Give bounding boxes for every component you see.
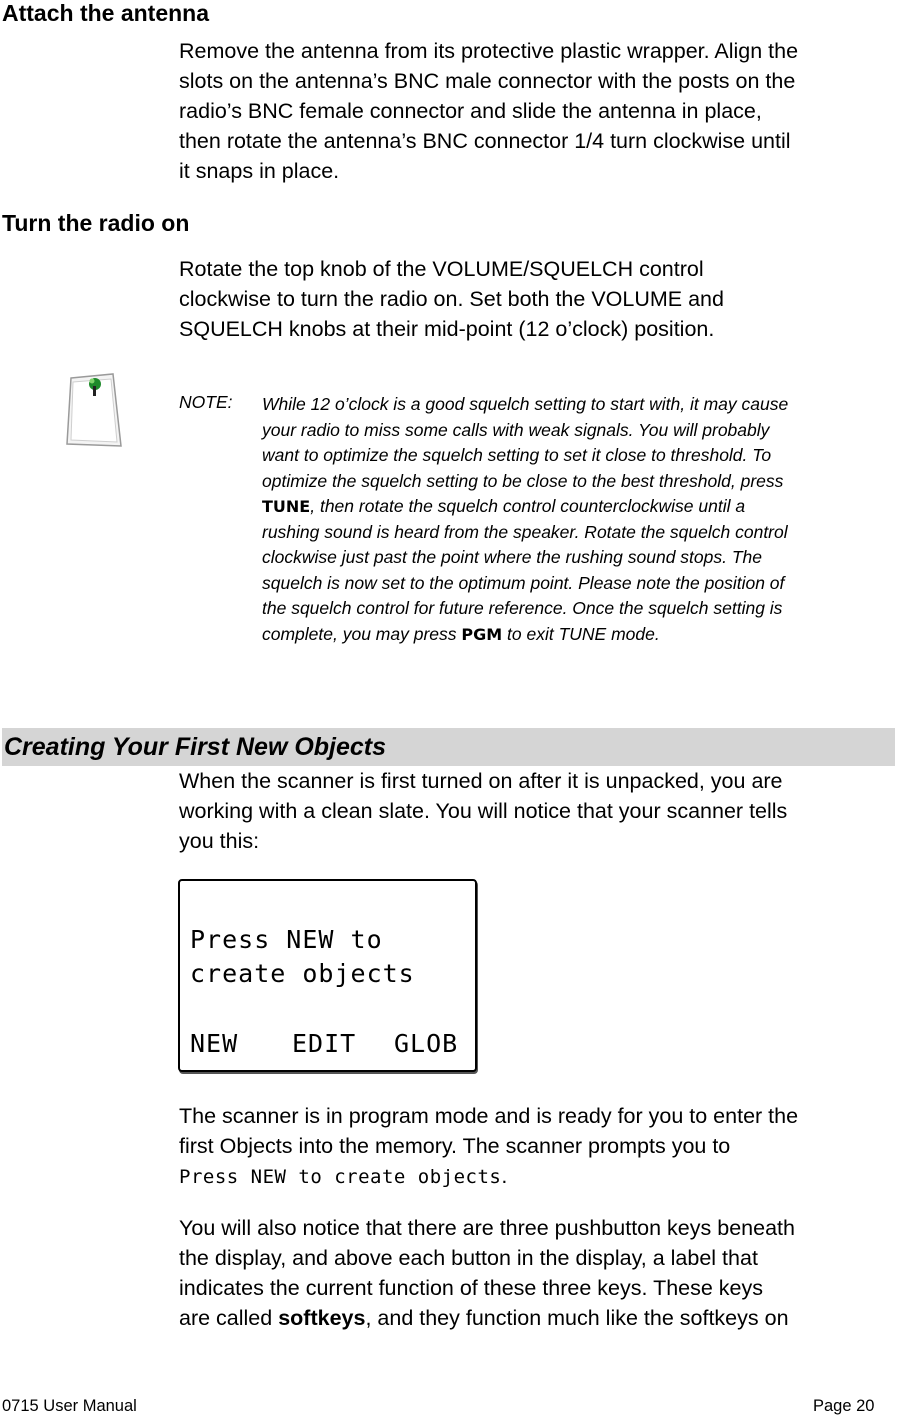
softkeys-term: softkeys (278, 1306, 366, 1330)
text-line: You will also notice that there are three pushbutton keys beneath (179, 1216, 795, 1240)
text-line: SQUELCH knobs at their mid-point (12 o’clock) position. (179, 317, 715, 341)
note-line: your radio to miss some calls with weak signals. You will probably (262, 419, 770, 440)
note-line (262, 494, 897, 520)
softkeys-paragraph (179, 1213, 897, 1333)
note-line-post: to exit TUNE mode. (502, 623, 660, 644)
text-line: then rotate the antenna’s BNC connector 1/4 turn clockwise until (179, 129, 791, 153)
text-line-post: , and they function much like the softkeys on (365, 1306, 789, 1330)
pgm-key: PGM (461, 624, 503, 644)
program-mode-paragraph (179, 1101, 897, 1192)
text-line: The scanner is in program mode and is ready for you to enter the (179, 1104, 799, 1128)
text-line (179, 1161, 897, 1192)
text-line: clockwise to turn the radio on. Set both the VOLUME and (179, 287, 724, 311)
intro-paragraph (179, 766, 897, 856)
note-line-rest: , then rotate the squelch control counterclockwise until a (310, 496, 746, 516)
note-line: clockwise just past the point where the rushing sound stops. The (262, 547, 762, 567)
footer-page-number: Page 20 (813, 1397, 875, 1415)
text-line: Remove the antenna from its protective plastic wrapper. Align the (179, 39, 799, 63)
note-line: the squelch control for future reference. Once the squelch setting is (262, 598, 783, 618)
text-line: you this: (179, 829, 260, 853)
prompt-text: Press NEW to create objects (179, 1166, 502, 1188)
text-line-pre: are called (179, 1306, 279, 1330)
note-text (262, 392, 897, 647)
heading-attach-antenna: Attach the antenna (2, 0, 210, 26)
section-title-bar: Creating Your First New Objects (2, 728, 895, 766)
note-line: optimize the squelch setting to be close to the best threshold, press (262, 470, 784, 491)
radio-on-paragraph (179, 254, 897, 344)
text-line: Rotate the top knob of the VOLUME/SQUELCH control (179, 257, 704, 281)
note-line: While 12 o’clock is a good squelch setting to start with, it may cause (262, 394, 789, 414)
text-line (179, 1303, 897, 1333)
lcd-display (178, 879, 477, 1072)
lcd-line-1: Press NEW to (190, 925, 383, 954)
text-line: indicates the current function of these three keys. These keys (179, 1276, 764, 1300)
note-line: squelch is now set to the optimum point. Please note the position of (262, 572, 785, 593)
footer-manual-name: 0715 User Manual (2, 1397, 137, 1415)
antenna-paragraph (179, 36, 897, 186)
text-line: slots on the antenna’s BNC male connector with the posts on the (179, 69, 796, 93)
text-line: working with a clean slate. You will notice that your scanner tells (179, 799, 788, 823)
softkey-edit-label: EDIT (292, 1029, 357, 1058)
softkey-new-label: NEW (190, 1029, 239, 1058)
text-line: first Objects into the memory. The scanner prompts you to (179, 1134, 731, 1158)
text-line: it snaps in place. (179, 159, 340, 183)
note-line (262, 622, 897, 648)
lcd-line-2: create objects (190, 959, 415, 988)
text-line: When the scanner is first turned on after it is unpacked, you are (179, 769, 783, 793)
note-label: NOTE: (179, 392, 233, 412)
softkey-glob-label: GLOB (394, 1029, 459, 1058)
text-line: radio’s BNC female connector and slide the antenna in place, (179, 99, 762, 123)
note-icon (65, 372, 125, 450)
tune-key: TUNE (262, 497, 311, 516)
text-line: the display, and above each button in the display, a label that (179, 1246, 758, 1270)
note-line: rushing sound is heard from the speaker. Rotate the squelch control (262, 521, 788, 542)
heading-turn-radio-on: Turn the radio on (2, 210, 190, 236)
note-line-pre: complete, you may press (262, 623, 462, 644)
text-line-end: . (501, 1164, 508, 1188)
note-line: want to optimize the squelch setting to set it close to threshold. To (262, 445, 772, 465)
